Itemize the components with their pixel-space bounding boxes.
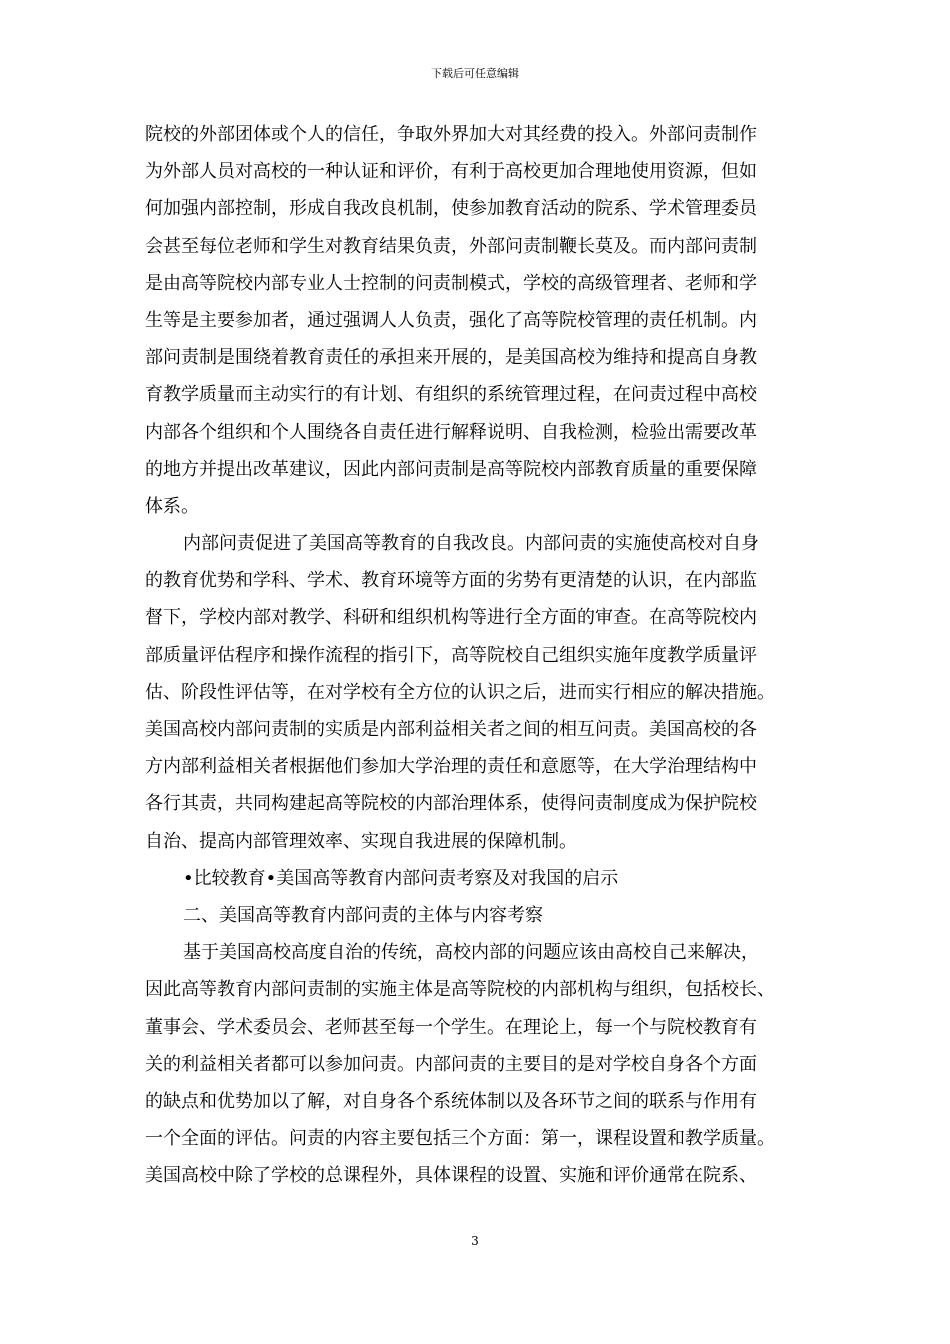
text-line: 为外部人员对高校的一种认证和评价，有利于高校更加合理地使用资源，但如 [145,161,757,183]
document-body [145,116,809,1194]
text-line: 部质量评估程序和操作流程的指引下，高等院校自己组织实施年度教学质量评 [145,644,757,666]
text-line: 因此高等教育内部问责制的实施主体是高等院校的内部机构与组织，包括校长、 [145,979,775,1001]
text-line: 院校的外部团体或个人的信任，争取外界加大对其经费的投入。外部问责制作 [145,124,757,145]
text-line: 的缺点和优势加以了解，对自身各个系统体制以及各环节之间的联系与作用有 [145,1090,757,1112]
section-heading: 二、美国高等教育内部问责的主体与内容考察 [183,904,543,926]
text-line: 何加强内部控制，形成自我改良机制，使参加教育活动的院系、学术管理委员 [145,198,757,220]
text-line: 的教育优势和学科、学术、教育环境等方面的劣势有更清楚的认识，在内部监 [145,570,757,592]
text-line: 董事会、学术委员会、老师甚至每一个学生。在理论上，每一个与院校教育有 [145,1016,757,1038]
text-line: 关的利益相关者都可以参加问责。内部问责的主要目的是对学校自身各个方面 [145,1053,757,1075]
text-line: 估、阶段性评估等，在对学校有全方位的认识之后，进而实行相应的解决措施。 [145,681,775,703]
text-line: 美国高校中除了学校的总课程外，具体课程的设置、实施和评价通常在院系、 [145,1165,757,1187]
text-line: 自治、提高内部管理效率、实现自我进展的保障机制。 [145,830,577,852]
section-label: •比较教育•美国高等教育内部问责考察及对我国的启示 [183,867,619,889]
text-line: 各行其责，共同构建起高等院校的内部治理体系，使得问责制度成为保护院校 [145,793,757,815]
text-line: 内部各个组织和个人围绕各自责任进行解释说明、自我检测，检验出需要改革 [145,421,757,443]
text-line: 的地方并提出改革建议，因此内部问责制是高等院校内部教育质量的重要保障 [145,458,757,480]
text-line: 体系。 [145,495,199,517]
page-header: 下载后可任意编辑 [431,67,519,80]
text-line: 会甚至每位老师和学生对教育结果负责，外部问责制鞭长莫及。而内部问责制 [145,235,757,257]
text-line: 是由高等院校内部专业人士控制的问责制模式，学校的高级管理者、老师和学 [145,272,757,294]
paragraph-start-line: 内部问责促进了美国高等教育的自我改良。内部问责的实施使高校对自身 [183,533,759,555]
text-line: 督下，学校内部对教学、科研和组织机构等进行全方面的审查。在高等院校内 [145,607,757,629]
page-number: 3 [471,1234,479,1248]
text-line: 部问责制是围绕着教育责任的承担来开展的，是美国高校为维持和提高自身教 [145,347,757,369]
text-line: 生等是主要参加者，通过强调人人负责，强化了高等院校管理的责任机制。内 [145,309,757,331]
text-line: 方内部利益相关者根据他们参加大学治理的责任和意愿等，在大学治理结构中 [145,756,757,778]
text-line: 育教学质量而主动实行的有计划、有组织的系统管理过程，在问责过程中高校 [145,384,757,406]
paragraph-start-line: 基于美国高校高度自治的传统，高校内部的问题应该由高校自己来解决， [183,942,759,964]
text-line: 美国高校内部问责制的实质是内部利益相关者之间的相互问责。美国高校的各 [145,719,757,740]
text-line: 一个全面的评估。问责的内容主要包括三个方面：第一，课程设置和教学质量。 [145,1128,775,1150]
